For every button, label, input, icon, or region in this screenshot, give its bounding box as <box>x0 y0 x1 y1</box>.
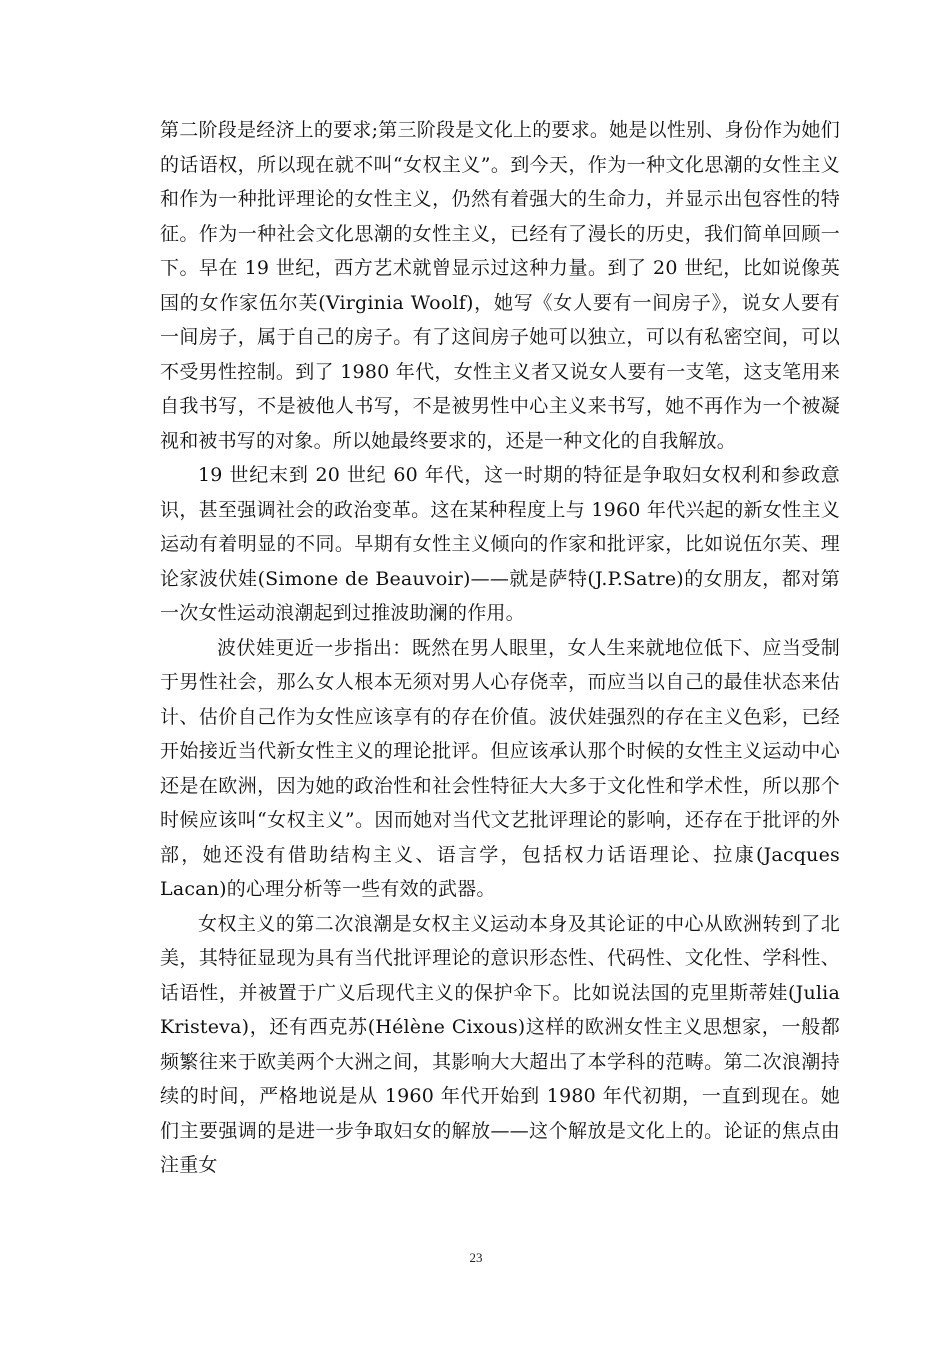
page-number: 23 <box>469 1250 483 1265</box>
paragraph-2: 19 世纪末到 20 世纪 60 年代，这一时期的特征是争取妇女权利和参政意识，甚至强调社会的政治变革。这在某种程度上与 1960 年代兴起的新女性主义运动有着明显的不同。早期有女性主义倾向的作家和批评家，比如说伍尔芙、理论家波伏娃(Simone de Beauvoir)——就是萨特(J.P.Satre)的女朋友，都对第一次女性运动浪潮起到过推波助澜的作用。 <box>160 464 840 624</box>
paragraph-1: 第二阶段是经济上的要求;第三阶段是文化上的要求。她是以性别、身份作为她们的话语权，所以现在就不叫“女权主义”。到今天，作为一种文化思潮的女性主义和作为一种批评理论的女性主义，仍然有着强大的生命力，并显示出包容性的特征。作为一种社会文化思潮的女性主义，已经有了漫长的历史，我们简单回顾一下。早在 19 世纪，西方艺术就曾显示过这种力量。到了 20 世纪，比如说像英国的女作家伍尔芙(Virginia Woolf)，她写《女人要有一间房子》，说女人要有一间房子，属于自己的房子。有了这间房子她可以独立，可以有私密空间，可以不受男性控制。到了 1980 年代，女性主义者又说女人要有一支笔，这支笔用来自我书写，不是被他人书写，不是被男性中心主义来书写，她不再作为一个被凝视和被书写的对象。所以她最终要求的，还是一种文化的自我解放。 <box>160 119 840 452</box>
paragraph-4: 女权主义的第二次浪潮是女权主义运动本身及其论证的中心从欧洲转到了北美，其特征显现为具有当代批评理论的意识形态性、代码性、文化性、学科性、话语性，并被置于广义后现代主义的保护伞下。比如说法国的克里斯蒂娃(Julia Kristeva)，还有西克苏(Hélène Cixous)这样的欧洲女性主义思想家，一般都频繁往来于欧美两个大洲之间，其影响大大超出了本学科的范畴。第二次浪潮持续的时间，严格地说是从 1960 年代开始到 1980 年代初期，一直到现在。她们主要强调的是进一步争取妇女的解放——这个解放是文化上的。论证的焦点由注重女 <box>160 912 840 1176</box>
body-text <box>160 113 840 1183</box>
paragraph-3: 波伏娃更近一步指出：既然在男人眼里，女人生来就地位低下、应当受制于男性社会，那么女人根本无须对男人心存侥幸，而应当以自己的最佳状态来估计、估价自己作为女性应该享有的存在价值。波伏娃强烈的存在主义色彩，已经开始接近当代新女性主义的理论批评。但应该承认那个时候的女性主义运动中心还是在欧洲，因为她的政治性和社会性特征大大多于文化性和学术性，所以那个时候应该叫“女权主义”。因而她对当代文艺批评理论的影响，还存在于批评的外部，她还没有借助结构主义、语言学，包括权力话语理论、拉康(Jacques Lacan)的心理分析等一些有效的武器。 <box>160 636 840 900</box>
